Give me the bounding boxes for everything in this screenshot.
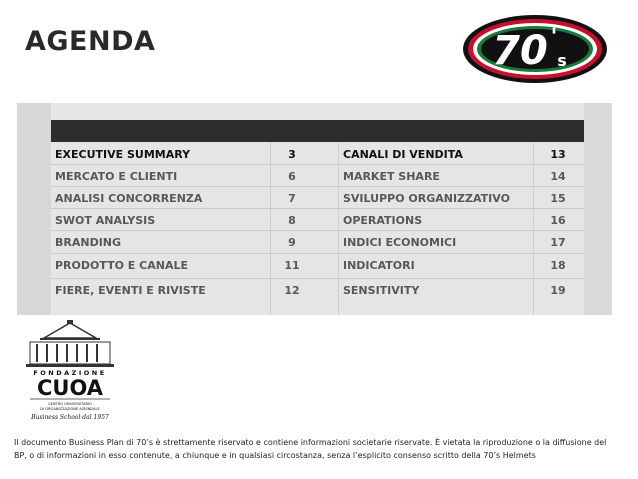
- page-title: AGENDA: [25, 26, 156, 57]
- agenda-item-label: CANALI DI VENDITA: [343, 148, 463, 161]
- agenda-item-slide: 16: [550, 214, 566, 227]
- agenda-item-slide: 18: [550, 259, 566, 272]
- agenda-item-label: BRANDING: [55, 236, 122, 249]
- row-separator: [51, 208, 584, 209]
- agenda-item-label: EXECUTIVE SUMMARY: [55, 148, 191, 161]
- row-separator: [51, 278, 584, 279]
- agenda-item-slide: 12: [284, 284, 300, 297]
- agenda-item-slide: 8: [288, 214, 296, 227]
- agenda-item-slide: 15: [550, 192, 566, 205]
- agenda-item-label: OPERATIONS: [343, 214, 423, 227]
- cuoa-subtitle-2: DI ORGANIZZAZIONE AZIENDALE: [40, 407, 100, 411]
- agenda-item-slide: 17: [550, 236, 566, 249]
- row-separator: [51, 253, 584, 254]
- row-separator: [51, 230, 584, 231]
- logo-apostrophe: ': [550, 25, 558, 50]
- header-slide-number-left: n° slide: [263, 3, 314, 17]
- agenda-item-label: MARKET SHARE: [343, 170, 440, 183]
- agenda-item-slide: 11: [284, 259, 300, 272]
- cuoa-fondazione: FONDAZIONE: [33, 369, 107, 377]
- confidentiality-disclaimer: [14, 436, 634, 462]
- agenda-item-slide: 9: [288, 236, 296, 249]
- agenda-item-label: PRODOTTO E CANALE: [55, 259, 188, 272]
- agenda-item-label: INDICI ECONOMICI: [343, 236, 457, 249]
- logo-70-text: 70: [492, 28, 548, 74]
- agenda-item-label: SENSITIVITY: [343, 284, 420, 297]
- agenda-item-slide: 19: [550, 284, 566, 297]
- cuoa-logo: [24, 320, 116, 424]
- agenda-table-header: [51, 120, 584, 142]
- agenda-item-label: INDICATORI: [343, 259, 415, 272]
- agenda-item-slide: 13: [550, 148, 566, 161]
- agenda-item-label: SVILUPPO ORGANIZZATIVO: [343, 192, 510, 205]
- agenda-item-label: FIERE, EVENTI E RIVISTE: [55, 284, 206, 297]
- agenda-item-slide: 7: [288, 192, 296, 205]
- row-separator: [51, 164, 584, 165]
- cuoa-subtitle-1: CENTRO UNIVERSITARIO: [48, 402, 92, 406]
- disclaimer-line-1: Il documento Business Plan di 70’s è strettamente riservato e contiene informazioni societarie riservate. È vietata la riproduzione o la diffusione del: [14, 438, 607, 447]
- agenda-item-slide: 14: [550, 170, 566, 183]
- cuoa-tagline: Business School dal 1957: [31, 414, 109, 421]
- logo-s-text: s: [557, 51, 567, 70]
- agenda-item-label: SWOT ANALYSIS: [55, 214, 156, 227]
- row-separator: [51, 186, 584, 187]
- disclaimer-line-2: BP, o di informazioni in esso contenute, a chiunque e in qualsiasi circostanza, senza l’esplicito consenso scritto della 70’s Helmets: [14, 451, 536, 460]
- agenda-item-slide: 6: [288, 170, 296, 183]
- agenda-item-slide: 3: [288, 148, 296, 161]
- brand-logo-70s: [462, 14, 608, 84]
- agenda-item-label: ANALISI CONCORRENZA: [55, 192, 203, 205]
- cuoa-name: CUOA: [36, 376, 104, 400]
- agenda-item-label: MERCATO E CLIENTI: [55, 170, 178, 183]
- header-slide-number-right: n° slide: [528, 3, 579, 17]
